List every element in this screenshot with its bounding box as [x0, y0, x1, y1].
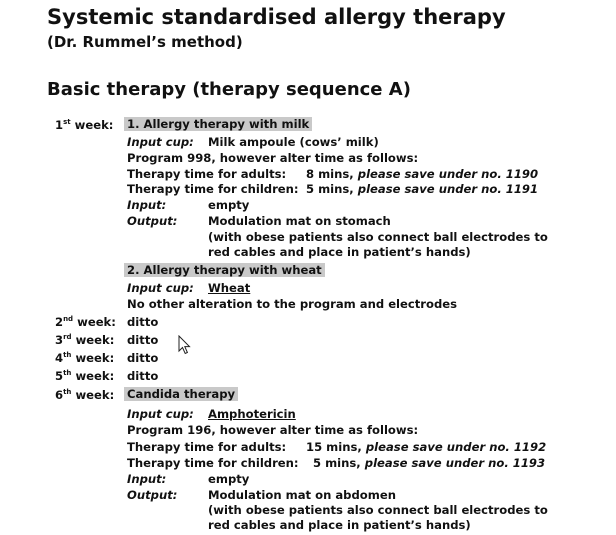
page-title: Systemic standardised allergy therapy — [47, 5, 506, 29]
milk-input-label: Input: — [127, 198, 167, 212]
week-3-text: ditto — [127, 333, 159, 347]
milk-adults-time: 8 mins, please save under no. 1190 — [306, 167, 539, 181]
milk-program-line: Program 998, however alter time as follows: — [127, 151, 419, 165]
candida-input-label: Input: — [127, 472, 167, 486]
candida-note-line-2: red cables and place in patient’s hands) — [208, 518, 471, 532]
section-heading: Basic therapy (therapy sequence A) — [47, 79, 411, 100]
milk-children-time: 5 mins, please save under no. 1191 — [306, 182, 539, 196]
mouse-pointer-icon — [178, 335, 192, 355]
milk-note-line-2: red cables and place in patient’s hands) — [208, 245, 471, 259]
week-4-label: 4th week: — [55, 351, 115, 365]
week-2-label: 2nd week: — [55, 315, 116, 329]
week-2-text: ditto — [127, 315, 159, 329]
milk-note-line-1: (with obese patients also connect ball electrodes to — [208, 230, 548, 244]
milk-output-value: Modulation mat on stomach — [208, 214, 391, 228]
candida-adults-label: Therapy time for adults: — [127, 440, 287, 454]
milk-input-value: empty — [208, 198, 250, 212]
candida-therapy-heading: Candida therapy — [124, 387, 238, 401]
week-number: 1 — [55, 118, 64, 132]
milk-input-cup-value: Milk ampoule (cows’ milk) — [208, 135, 379, 149]
candida-children-label: Therapy time for children: — [127, 456, 299, 470]
week-ordinal: st — [63, 118, 71, 127]
week-3-label: 3rd week: — [55, 333, 115, 347]
week-5-text: ditto — [127, 369, 159, 383]
candida-input-cup-label: Input cup: — [127, 407, 194, 421]
milk-adults-label: Therapy time for adults: — [127, 167, 287, 181]
candida-program-line: Program 196, however alter time as follows: — [127, 423, 419, 437]
week-4-text: ditto — [127, 351, 159, 365]
week-suffix: week: — [74, 118, 114, 132]
wheat-note: No other alteration to the program and electrodes — [127, 297, 458, 311]
page-subtitle: (Dr. Rummel’s method) — [47, 33, 243, 51]
candida-output-label: Output: — [127, 488, 178, 502]
milk-therapy-heading: 1. Allergy therapy with milk — [124, 117, 312, 131]
wheat-therapy-heading: 2. Allergy therapy with wheat — [124, 263, 325, 277]
milk-children-label: Therapy time for children: — [127, 182, 299, 196]
wheat-input-cup-label: Input cup: — [127, 281, 194, 295]
candida-adults-time: 15 mins, please save under no. 1192 — [306, 440, 547, 454]
candida-note-line-1: (with obese patients also connect ball electrodes to — [208, 503, 548, 517]
candida-input-cup-value: Amphotericin — [208, 407, 296, 421]
candida-children-time: 5 mins, please save under no. 1193 — [313, 456, 546, 470]
candida-input-value: empty — [208, 472, 250, 486]
wheat-input-cup-value: Wheat — [208, 281, 251, 295]
week-1-label — [55, 118, 113, 132]
week-6-label: 6th week: — [55, 388, 115, 402]
week-5-label: 5th week: — [55, 369, 115, 383]
milk-input-cup-label: Input cup: — [127, 135, 194, 149]
milk-output-label: Output: — [127, 214, 178, 228]
candida-output-value: Modulation mat on abdomen — [208, 488, 396, 502]
